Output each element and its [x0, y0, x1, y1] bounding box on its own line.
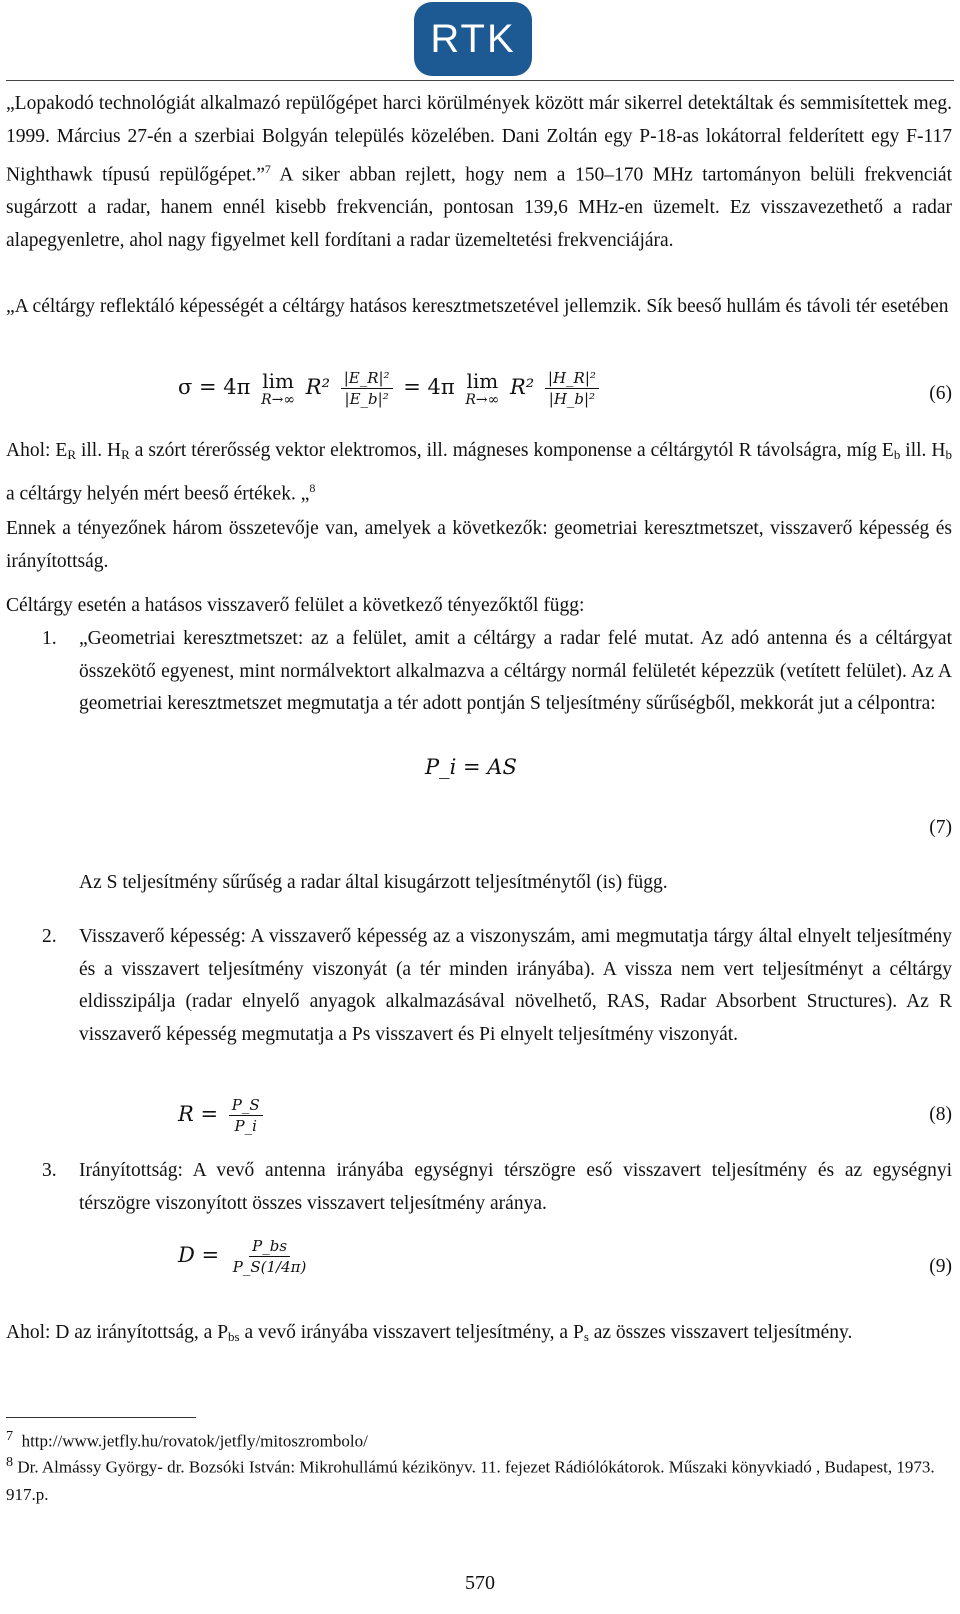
paragraph-stealth	[6, 88, 952, 257]
subscript: R	[121, 447, 130, 462]
text: a vevő irányába visszavert teljesítmény, a P	[239, 1322, 584, 1343]
eq-lhs: R =	[178, 1102, 219, 1126]
equation-number-8: (8)	[929, 1104, 952, 1125]
eq-lim	[261, 370, 295, 408]
equation-8	[178, 1095, 267, 1136]
eq-frac-e	[341, 368, 393, 409]
footnote-num: 7	[6, 1428, 14, 1444]
equation-9	[178, 1236, 313, 1277]
text: ill. H	[75, 440, 122, 461]
list-item-geometric-note: Az S teljesítmény sűrűség a radar által kisugárzott teljesítménytől (is) függ.	[79, 872, 668, 893]
eq-lim-2	[465, 370, 499, 408]
eq-lhs: D =	[178, 1243, 220, 1267]
text: a szórt térerősség vektor elektromos, ill. mágneses komponense a céltárgytól R távolságra, míg E	[129, 440, 894, 461]
subscript: b	[893, 447, 901, 462]
equation-number-7: (7)	[929, 817, 952, 838]
paragraph-factors	[6, 590, 952, 623]
equation-7: P_i = AS	[425, 755, 517, 779]
footnote-link[interactable]: http://www.jetfly.hu/rovatok/jetfly/mitoszrombolo/	[21, 1431, 368, 1451]
frac-den: P_i	[234, 1117, 257, 1135]
paragraph-text: Ennek a tényezőnek három összetevője van, amelyek a következők: geometriai keresztmetszet, visszaverő képesség és irányítottság.	[6, 518, 952, 572]
paragraph-text: „A céltárgy reflektáló képességét a céltárgy hatásos keresztmetszetével jellemzik. Sík beeső hullám és távoli tér esetében	[6, 296, 949, 317]
page-number: 570	[465, 1572, 495, 1594]
list-number-1: 1.	[42, 628, 57, 649]
footnote-text: Dr. Almássy György- dr. Bozsóki István: Mikrohullámú kézikönyv. 11. fejezet Rádiólókátorok. Műszaki könyvkiadó , Budapest, 1973. 917.p.	[6, 1457, 935, 1504]
footnote-ref-8[interactable]: 8	[309, 480, 316, 495]
frac-num: P_bs	[249, 1236, 290, 1257]
paragraph-where	[6, 435, 952, 511]
eq-frac	[230, 1236, 310, 1277]
paragraph-components	[6, 513, 952, 578]
frac-den: |E_b|²	[344, 390, 389, 408]
paragraph-text: Céltárgy esetén a hatásos visszaverő felület a következő tényezőktől függ:	[6, 595, 585, 616]
list-item-reflectivity: Visszaverő képesség: A visszaverő képesség az a viszonyszám, ami megmutatja tárgy által elnyelt teljesítmény és a visszavert teljesítmény viszonyát (a tér minden irányába). A vissza nem vert teljesítményt a céltárgy eldisszipálja (radar elnyelő anyagok alkalmazásával növelhető, RAS, Radar Absorbent Structures). Az R visszaverő képesség megmutatja a Ps visszavert és Pi elnyelt teljesítmény viszonyát.	[79, 926, 952, 1045]
text: Ahol: D az irányítottság, a P	[6, 1322, 229, 1343]
paragraph-rcs-intro	[6, 291, 952, 324]
footnote-8	[6, 1449, 952, 1508]
list-item-geometric: „Geometriai keresztmetszet: az a felület, amit a céltárgy a radar felé mutat. Az adó antenna és a céltárgyat összekötő egyenest, mint normálvektort alkalmazva a céltárgy normál felületét képezzük (vetített felület). Az A geometriai keresztmetszet megmutatja a tér adott pontján S teljesítmény sűrűségből, mekkorát jut a célpontra:	[79, 628, 952, 714]
eq-r2: R²	[305, 375, 330, 399]
equation-number-6: (6)	[929, 383, 952, 404]
lim-label: lim	[466, 368, 499, 393]
list-number-3: 3.	[42, 1160, 57, 1181]
paragraph-text: „Lopakodó technológiát alkalmazó repülőgépet harci körülmények között már sikerrel detektáltak és semmisítettek meg. 1999. Március 27-én a szerbiai Bolgyán település közelében. Dani Zoltán egy P-18-as lokátorral felderített egy F-117 Nighthawk típusú repülőgépet.”	[6, 93, 952, 186]
text: ill. H	[900, 440, 946, 461]
text: a céltárgy helyén mért beeső értékek. „	[6, 483, 310, 504]
frac-num: |E_R|²	[341, 368, 393, 389]
footnote-rule	[6, 1417, 196, 1418]
subscript: b	[945, 447, 952, 462]
text: az összes visszavert teljesítmény.	[588, 1322, 853, 1343]
lim-label: lim	[262, 368, 294, 393]
frac-den: |H_b|²	[548, 390, 596, 408]
footnote-ref-7[interactable]: 7	[264, 162, 271, 176]
lim-sub: R→∞	[261, 391, 296, 408]
eq-frac	[229, 1095, 263, 1136]
paragraph-text: A siker abban rejlett, hogy nem a 150–170 MHz tartományon belüli frekvenciát sugárzott a radar, hanem ennél kisebb frekvencián, pontosan 139,6 MHz-en üzemelt. Ez visszavezethető a radar alapegyenletre, ahol nagy figyelmet kell fordítani a radar üzemeltetési frekvenciájára.	[6, 164, 952, 251]
logo-text: RTK	[430, 16, 516, 61]
footnote-num: 8	[6, 1454, 14, 1470]
frac-num: |H_R|²	[545, 368, 599, 389]
rtk-logo	[414, 2, 532, 76]
frac-den: P_S(1/4π)	[232, 1258, 307, 1276]
list-number-2: 2.	[42, 926, 57, 947]
eq-frac-h	[545, 368, 599, 409]
subscript: R	[67, 447, 76, 462]
paragraph-directivity-where	[6, 1317, 952, 1354]
eq-mid: = 4π	[403, 375, 455, 399]
text: Ahol: E	[6, 440, 68, 461]
lim-sub: R→∞	[465, 391, 500, 408]
equation-6	[178, 368, 603, 409]
header-rule	[6, 80, 954, 81]
subscript: s	[583, 1329, 589, 1344]
list-item-directivity: Irányítottság: A vevő antenna irányába egységnyi térszögre eső visszavert teljesítmény és az egységnyi térszögre viszonyított összes visszavert teljesítmény aránya.	[79, 1160, 952, 1214]
subscript: bs	[228, 1329, 240, 1344]
eq-r2-2: R²	[510, 375, 535, 399]
equation-number-9: (9)	[929, 1256, 952, 1277]
frac-num: P_S	[229, 1095, 263, 1116]
eq-sigma: σ = 4π	[178, 375, 251, 399]
